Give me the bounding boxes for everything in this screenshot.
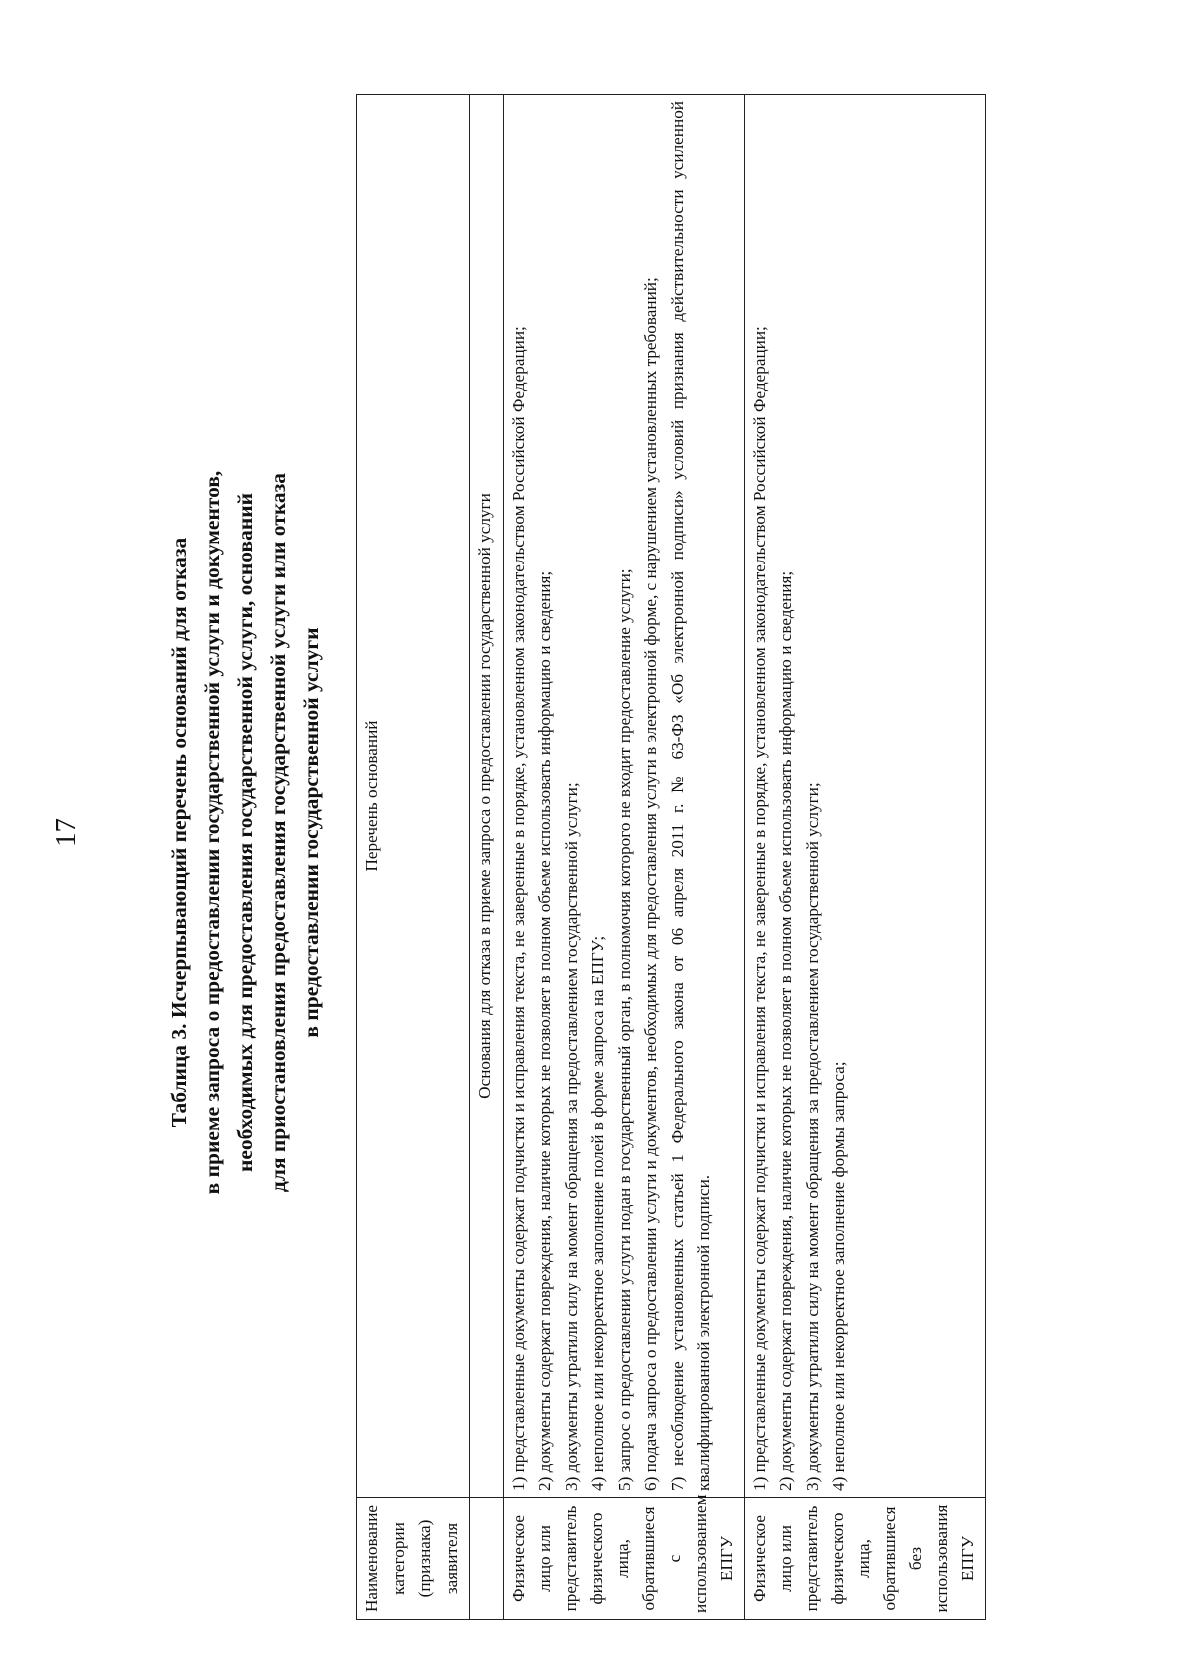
section-row	[470, 95, 504, 1620]
reason-item: 4) неполное или некорректное заполнение формы запроса;	[829, 1061, 848, 1491]
table-title	[163, 70, 328, 1595]
reason-item: 4) неполное или некорректное заполнение полей в форме запроса на ЕПГУ;	[588, 935, 607, 1491]
reason-item: 2) документы содержат повреждения, наличие которых не позволяет в полном объеме использовать информацию и сведения;	[776, 570, 795, 1491]
header-category: Наименование категории (признака) заявителя	[357, 1498, 470, 1620]
reasons-cell	[744, 95, 985, 1498]
table-row	[744, 95, 985, 1620]
table-row	[503, 95, 744, 1620]
reasons-table	[356, 94, 986, 1620]
section-title: Основания для отказа в приеме запроса о предоставлении государственной услуги	[470, 95, 504, 1498]
reason-item: 3) документы утратили силу на момент обращения за предоставлением государственной услуги;	[561, 782, 581, 1491]
reason-item: 7) несоблюдение установленных статьей 1 Федерального закона от 06 апреля 2011 г. № 63-ФЗ «Об электронной подписи» условий признания действительности усиленной квалифицированной электронной подписи.	[667, 101, 713, 1491]
title-line-5: в предоставлении государственной услуги	[299, 627, 323, 1038]
page-number: 17	[50, 818, 82, 847]
reason-item: 3) документы утратили силу на момент обращения за предоставлением государственной услуги;	[802, 782, 822, 1491]
reason-item: 1) представленные документы содержат подчистки и исправления текста, не заверенные в порядке, установленном законодательством Российской Федерации;	[508, 326, 528, 1491]
header-reasons: Перечень оснований	[357, 95, 470, 1498]
category-cell: Физическое лицо или представитель физического лица, обратившиеся с использованием ЕПГУ	[503, 1498, 744, 1620]
title-line-2: в приеме запроса о предоставлении государственной услуги и документов,	[200, 470, 224, 1195]
reason-item: 2) документы содержат повреждения, наличие которых не позволяет в полном объеме использовать информацию и сведения;	[535, 570, 554, 1491]
reason-item: 5) запрос о предоставлении услуги подан в государственный орган, в полномочия которого не входит предоставление услуги;	[614, 568, 634, 1491]
reason-item: 6) подача запроса о предоставлении услуги и документов, необходимых для предоставления услуги в электронной форме, с нарушением установленных требований;	[641, 277, 660, 1491]
section-blank-cell	[470, 1498, 504, 1620]
category-cell: Физическое лицо или представитель физического лица, обратившиеся без использования ЕПГУ	[744, 1498, 985, 1620]
table-header-row	[357, 95, 470, 1620]
title-line-4: для приостановления предоставления государственной услуги или отказа	[266, 472, 290, 1193]
title-line-3: необходимых для предоставления государственной услуги, оснований	[233, 492, 257, 1173]
reason-item: 1) представленные документы содержат подчистки и исправления текста, не заверенные в порядке, установленном законодательством Российской Федерации;	[749, 326, 769, 1491]
reasons-cell	[503, 95, 744, 1498]
title-line-1: Таблица 3. Исчерпывающий перечень оснований для отказа	[167, 537, 191, 1128]
